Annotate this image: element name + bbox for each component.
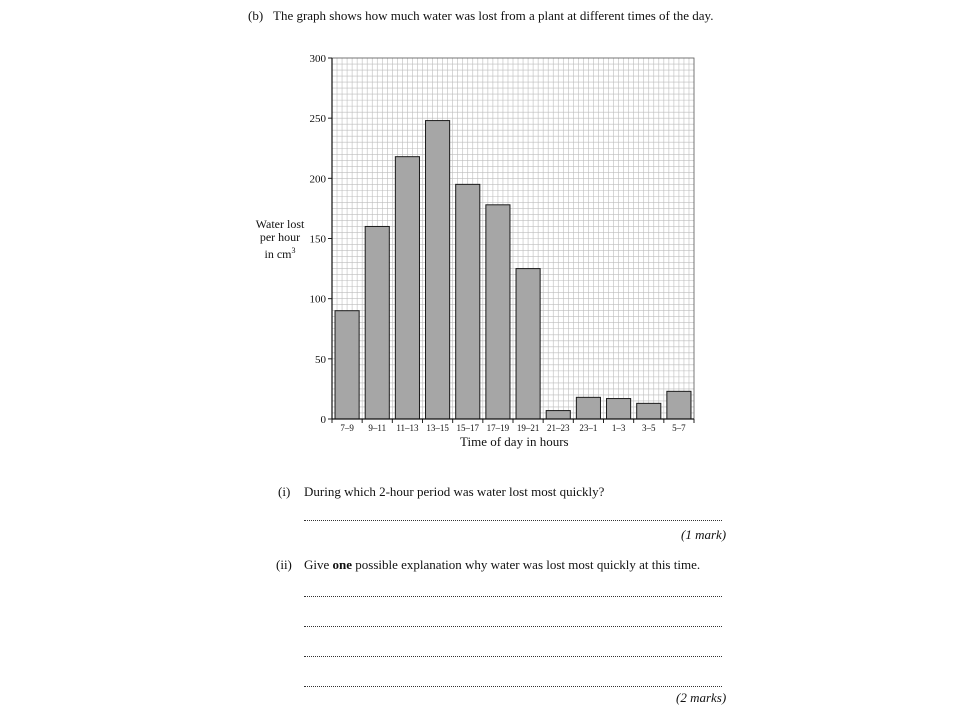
sub-ii-text-bold: one [332,557,353,572]
y-tick-label: 50 [315,353,326,366]
sub-ii-label: (ii) [276,557,292,572]
y-tick-label: 200 [309,173,326,186]
bar [546,411,570,419]
y-tick-label: 100 [309,293,326,306]
y-tick-label: 300 [309,53,326,65]
x-tick-label: 7–9 [340,423,354,433]
answer-line-ii-3[interactable] [304,656,722,657]
x-tick-label: 3–5 [642,423,656,433]
answer-line-ii-1[interactable] [304,596,722,597]
x-tick-label: 19–21 [516,423,540,433]
bar [456,184,480,419]
x-tick-label: 21–23 [547,423,570,433]
x-tick-label: 11–13 [396,423,419,433]
y-axis-label-line-2: per hour [259,230,301,244]
y-axis-label-line-1: Water lost [255,217,305,231]
sub-i-label: (i) [278,484,291,499]
x-tick-label: 15–17 [456,423,479,433]
question-intro: The graph shows how much water was lost from a plant at different times of the day. [273,8,714,23]
bar [426,121,450,419]
marks-i: (1 mark) [681,527,727,542]
x-tick-label: 23–1 [579,423,598,433]
x-tick-label: 1–3 [611,423,626,433]
y-axis-label [248,218,312,261]
y-tick-label: 150 [309,233,326,246]
part-label: (b) [248,8,264,23]
bar [576,397,600,419]
bar [335,311,359,419]
sub-ii-text-before: Give [304,557,333,572]
bar [607,399,631,419]
bar [667,391,691,419]
bar [516,269,540,419]
x-axis-label: Time of day in hours [460,434,569,449]
bar [395,157,419,419]
x-tick-label: 5–7 [672,423,686,433]
sub-i-text: During which 2-hour period was water lost most quickly? [304,484,605,499]
sub-ii-text-after: possible explanation why water was lost most quickly at this time. [352,557,701,572]
bar [486,205,510,419]
x-tick-label: 17–19 [486,423,510,433]
marks-ii: (2 marks) [676,690,727,705]
sub-ii-text [304,557,700,573]
bar [365,226,389,419]
y-axis-label-superscript: 3 [291,246,296,255]
x-tick-label: 13–15 [426,423,449,433]
answer-line-i[interactable] [304,520,722,521]
answer-line-ii-2[interactable] [304,626,722,627]
y-axis-label-line-3: in cm [264,247,292,261]
bar [637,403,661,419]
y-tick-label: 250 [309,113,326,126]
x-tick-label: 9–11 [368,423,387,433]
y-tick-label: 0 [320,414,326,426]
answer-line-ii-4[interactable] [304,686,722,687]
